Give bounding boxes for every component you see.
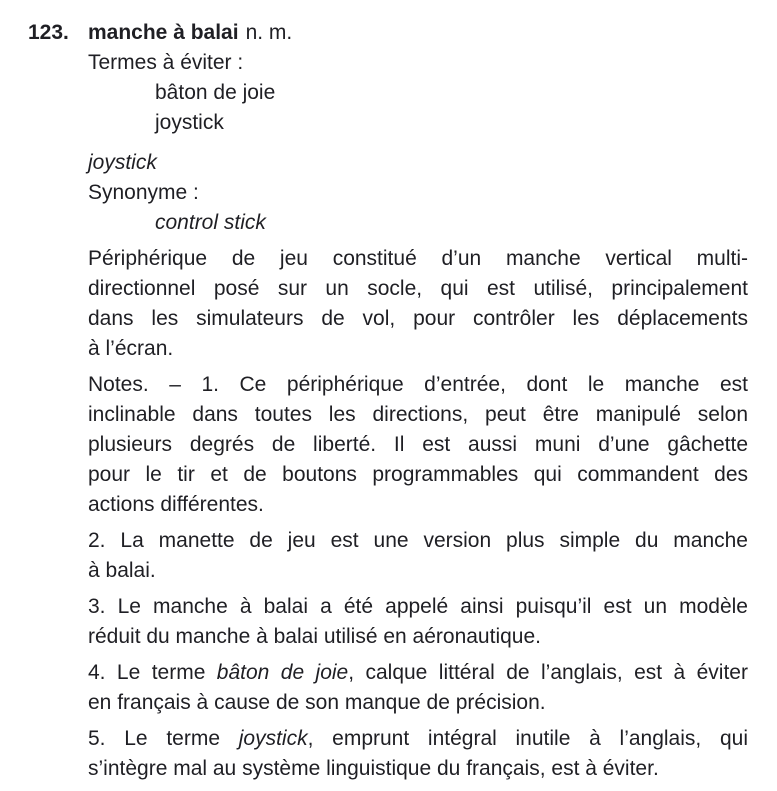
note-paragraph-4	[88, 658, 748, 718]
text-run: à l’écran.	[88, 337, 174, 360]
italic-term: bâton de joie	[216, 661, 349, 684]
notes-section	[88, 370, 748, 784]
part-of-speech: n. m.	[245, 21, 293, 44]
synonym-label: Synonyme :	[88, 181, 199, 204]
text-run: 4. Le terme	[88, 661, 217, 684]
text-run: Périphérique de jeu constitué d’un manche vertical multi-	[88, 247, 748, 270]
note-line	[88, 754, 748, 784]
text-run: plusieurs degrés de liberté. Il est aussi muni d’une gâchette	[88, 433, 748, 456]
text-run: en français à cause de son manque de précision.	[88, 691, 546, 714]
avoid-term: bâton de joie	[155, 81, 276, 104]
note-line	[88, 370, 748, 400]
text-run: 3. Le manche à balai a été appelé ainsi puisqu’il est un modèle	[88, 595, 748, 618]
note-line	[88, 526, 748, 556]
headword: manche à balai	[88, 21, 239, 44]
note-line	[88, 724, 748, 754]
text-run: , emprunt intégral inutile à l’anglais, qui	[307, 727, 748, 750]
definition-line	[88, 274, 748, 304]
text-run: réduit du manche à balai utilisé en aéronautique.	[88, 625, 541, 648]
text-run: 5. Le terme	[88, 727, 239, 750]
synonym-list	[88, 208, 748, 238]
avoid-terms-label: Termes à éviter :	[88, 51, 244, 74]
text-run: inclinable dans toutes les directions, peut être manipulé selon	[88, 403, 748, 426]
note-line	[88, 688, 748, 718]
text-run: 2. La manette de jeu est une version plus simple du manche	[88, 529, 748, 552]
definition-paragraph	[88, 244, 748, 364]
note-line	[88, 460, 748, 490]
text-run: , calque littéral de l’anglais, est à éviter	[348, 661, 748, 684]
text-run: dans les simulateurs de vol, pour contrôler les déplacements	[88, 307, 748, 330]
entry-number: 123.	[28, 21, 69, 44]
avoid-terms-list	[88, 78, 748, 138]
note-line	[88, 658, 748, 688]
note-line	[88, 592, 748, 622]
text-run: à balai.	[88, 559, 156, 582]
definition-line	[88, 304, 748, 334]
synonym-term: control stick	[155, 211, 266, 234]
foreign-term: joystick	[88, 151, 157, 174]
note-line	[88, 400, 748, 430]
note-line	[88, 490, 748, 520]
entry-headline	[88, 18, 748, 48]
note-line	[88, 430, 748, 460]
italic-term: joystick	[238, 727, 308, 750]
text-run: pour le tir et de boutons programmables qui commandent des	[88, 463, 748, 486]
definition-line	[88, 244, 748, 274]
text-run: Notes. – 1. Ce périphérique d’entrée, dont le manche est	[88, 373, 748, 396]
text-run: directionnel posé sur un socle, qui est utilisé, principalement	[88, 277, 748, 300]
note-paragraph-2	[88, 526, 748, 586]
note-line	[88, 622, 748, 652]
foreign-term-block	[88, 148, 748, 238]
definition-line	[88, 334, 748, 364]
avoid-term: joystick	[155, 111, 224, 134]
note-paragraph-5	[88, 724, 748, 784]
note-paragraph-1	[88, 370, 748, 520]
text-run: s’intègre mal au système linguistique du français, est à éviter.	[88, 757, 659, 780]
text-run: actions différentes.	[88, 493, 264, 516]
note-line	[88, 556, 748, 586]
note-paragraph-3	[88, 592, 748, 652]
